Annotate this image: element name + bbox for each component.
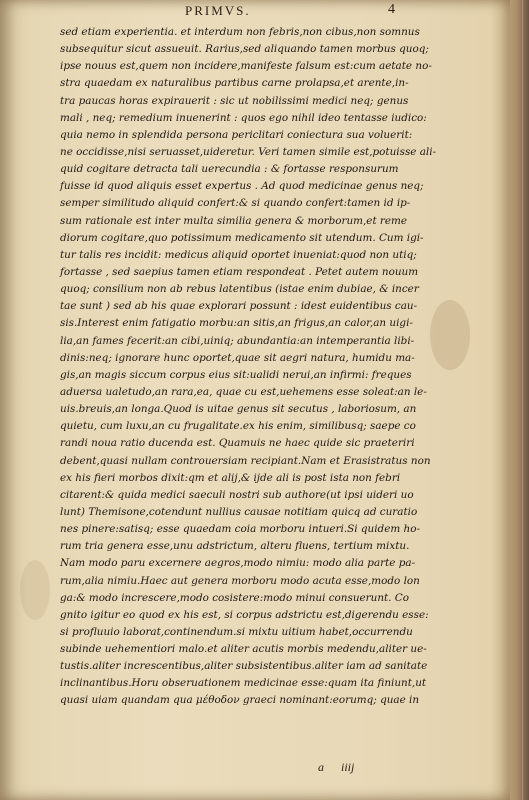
text-line: ex his fieri morbos dixit:qm et alij,& ijde ali is post ista non febri: [60, 471, 401, 484]
signature-mark: [318, 760, 438, 778]
text-line: ga:& modo increscere,modo cosistere:modo minui consuerunt. Co: [60, 591, 409, 604]
text-line: aduersa ualetudo,an rara,ea, quae cu est,uehemens esse soleat:an le-: [60, 385, 427, 398]
text-line: sed etiam experientia. et interdum non febris,non cibus,non somnus: [60, 26, 420, 38]
text-line: quia nemo in splendida persona periclitari coniectura sua voluerit:: [60, 128, 413, 141]
book-edge: [510, 0, 529, 800]
text-line: quid cogitare detracta tali uerecundia : & fortasse responsurum: [60, 163, 399, 176]
text-line: ne occidisse,nisi seruasset,uideretur. Veri tamen simile est,potuisse ali-: [60, 145, 437, 158]
text-line: inclinantibus.Horu obseruationem medicinae esse:quam ita finiunt,ut: [60, 677, 427, 690]
text-line: fortasse , sed saepius tamen etiam respondeat . Petet autem nouum: [60, 265, 419, 278]
text-line: rum,alia nimiu.Haec aut genera morboru modo acuta esse,modo lon: [60, 574, 420, 587]
text-line: stra quaedam ex naturalibus partibus carne prolapsa,et arente,in-: [60, 77, 409, 90]
text-line: si profluuio laborat,continendum.si mixtu uitium habet,occurrendu: [60, 625, 413, 638]
text-line: mali , neq; remedium inuenerint : quos ego nihil ideo tentasse iudico:: [60, 111, 427, 124]
text-line: uis.breuis,an longa.Quod is uitae genus sit secutus , laboriosum, an: [60, 403, 417, 416]
text-line: debent,quasi nullam controuersiam recipiant.Nam et Erasistratus non: [60, 454, 431, 467]
text-line: nes pinere:satisq; esse quaedam coia morboru intueri.Si quidem ho-: [60, 523, 420, 536]
text-line: subsequitur sicut assueuit. Rarius,sed aliquando tamen morbus quoq;: [60, 43, 429, 56]
text-line: lunt) Themisone,cotendunt nullius causae notitiam quicq ad curatio: [60, 505, 418, 518]
signature-number: iiij: [341, 760, 355, 774]
text-block: [60, 24, 440, 710]
text-line: subinde uehementiori malo.et aliter acutis morbis medendu,aliter ue-: [60, 643, 427, 656]
text-line: fuisse id quod aliquis esset expertus . Ad quod medicinae genus neq;: [60, 180, 424, 193]
text-line: quoq; consilium non ab rebus latentibus (istae enim dubiae, & incer: [60, 283, 419, 296]
text-line: tra paucas horas expirauerit : sic ut nobilissimi medici neq; genus: [60, 94, 409, 107]
text-line: sum rationale est inter multa similia genera & morborum,et reme: [60, 214, 408, 227]
text-line: diorum cogitare,quo potissimum medicamento sit utendum. Cum igi-: [60, 231, 424, 244]
text-line: sis.Interest enim fatigatio morbu:an sitis,an frigus,an calor,an uigi-: [60, 317, 413, 330]
text-line: semper similitudo aliquid confert:& si quando confert:tamen id ip-: [60, 197, 411, 210]
text-line: dinis:neq; ignorare hunc oportet,quae sit aegri natura, humidu ma-: [60, 351, 415, 364]
text-line: quasi uiam quandam qua μέθοδον graeci nominant:eorumq; quae in: [60, 694, 420, 707]
text-line: gis,an magis siccum corpus eius sit:ualidi nerui,an infirmi: freques: [60, 368, 412, 381]
paper-stain: [20, 560, 50, 620]
folio-number: 4: [388, 2, 395, 17]
text-line: quietu, cum luxu,an cu frugalitate.ex his enim, similibusq; saepe co: [60, 420, 416, 433]
text-line: tae sunt ) sed ab his quae explorari possunt : idest euidentibus cau-: [60, 300, 418, 313]
text-line: Nam modo paru excernere aegros,modo nimiu: modo alia parte pa-: [60, 557, 416, 570]
text-line: randi noua ratio ducenda est. Quamuis ne haec quide sic praeteriri: [60, 437, 415, 450]
text-line: tur talis res incidit: medicus aliquid oportet inueniat:quod non utiq;: [60, 248, 417, 261]
text-line: rum tria genera esse,unu adstrictum, alteru fluens, tertium mixtu.: [60, 540, 410, 553]
page-header: [60, 3, 480, 21]
text-line: lia,an fames fecerit:an cibi,uiniq; abundantia:an intemperantia libi-: [60, 334, 415, 347]
text-line: citarent:& quida medici saeculi nostri sub authore(ut ipsi uideri uo: [60, 488, 414, 501]
text-line: gnito igitur eo quod ex his est, si corpus adstrictu est,digerendu esse:: [60, 608, 429, 621]
text-line: tustis.aliter increscentibus,aliter subsistentibus.aliter iam ad sanitate: [60, 660, 428, 673]
text-line: ipse nouus est,quem non incidere,manifeste falsum est:cum aetate no-: [60, 60, 432, 73]
signature-letter: a: [318, 760, 324, 774]
running-head: PRIMVS.: [185, 3, 251, 18]
